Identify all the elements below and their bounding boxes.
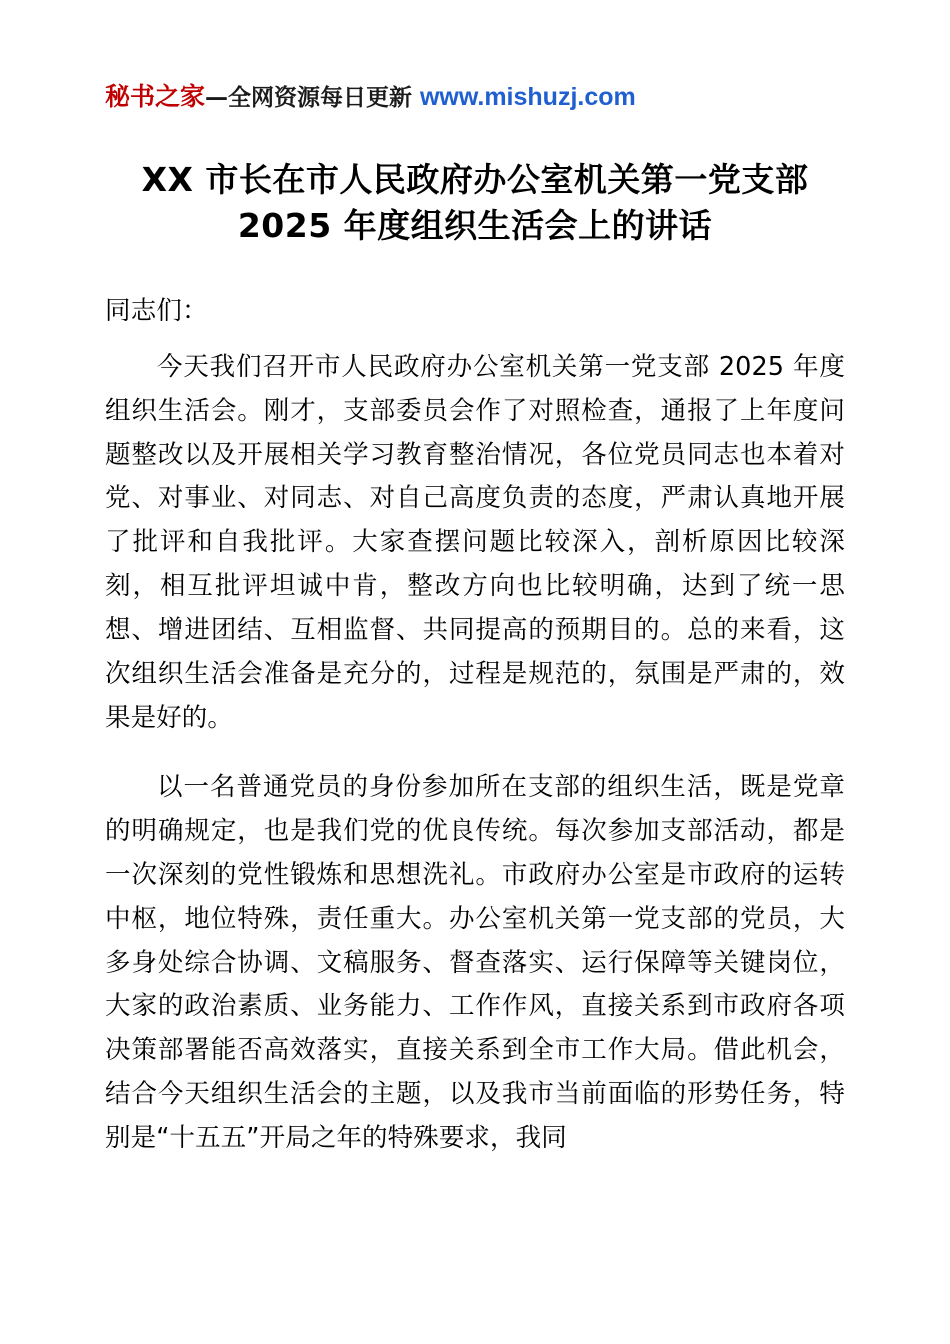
page-title-line-2: 2025 年度组织生活会上的讲话 (237, 206, 713, 246)
page-title (105, 157, 845, 251)
site-tagline: 全网资源每日更新 (228, 85, 413, 111)
site-watermark-header (105, 0, 845, 113)
salutation: 同志们： (105, 296, 208, 327)
site-brand-name: 秘书之家 (105, 82, 206, 111)
body-paragraph-1: 今天我们召开市人民政府办公室机关第一党支部 2025 年度组织生活会。刚才，支部委员会作了对照检查，通报了上年度问题整改以及开展相关学习教育整治情况，各位党员同志也本着对党、对事业、对同志、对自己高度负责的态度，严肃认真地开展了批评和自我批评。大家查摆问题比较深入，剖析原因比较深刻，相互批评坦诚中肯，整改方向也比较明确，达到了统一思想、增进团结、互相监督、共同提高的预期目的。总的来看，这次组织生活会准备是充分的，过程是规范的，氛围是严肃的，效果是好的。 (105, 351, 845, 733)
body-paragraph-2: 以一名普通党员的身份参加所在支部的组织生活，既是党章的明确规定，也是我们党的优良传统。每次参加支部活动，都是一次深刻的党性锻炼和思想洗礼。市政府办公室是市政府的运转中枢，地位特殊，责任重大。办公室机关第一党支部的党员，大多身处综合协调、文稿服务、督查落实、运行保障等关键岗位，大家的政治素质、业务能力、工作作风，直接关系到市政府各项决策部署能否高效落实，直接关系到全市工作大局。借此机会，结合今天组织生活会的主题，以及我市当前面临的形势任务，特别是“十五五”开局之年的特殊要求，我同 (105, 772, 845, 1153)
site-brand-dash: — (205, 85, 229, 111)
site-url-link[interactable]: www.mishuzj.com (419, 83, 636, 111)
page-title-line-1: XX 市长在市人民政府办公室机关第一党支部 (141, 159, 809, 199)
